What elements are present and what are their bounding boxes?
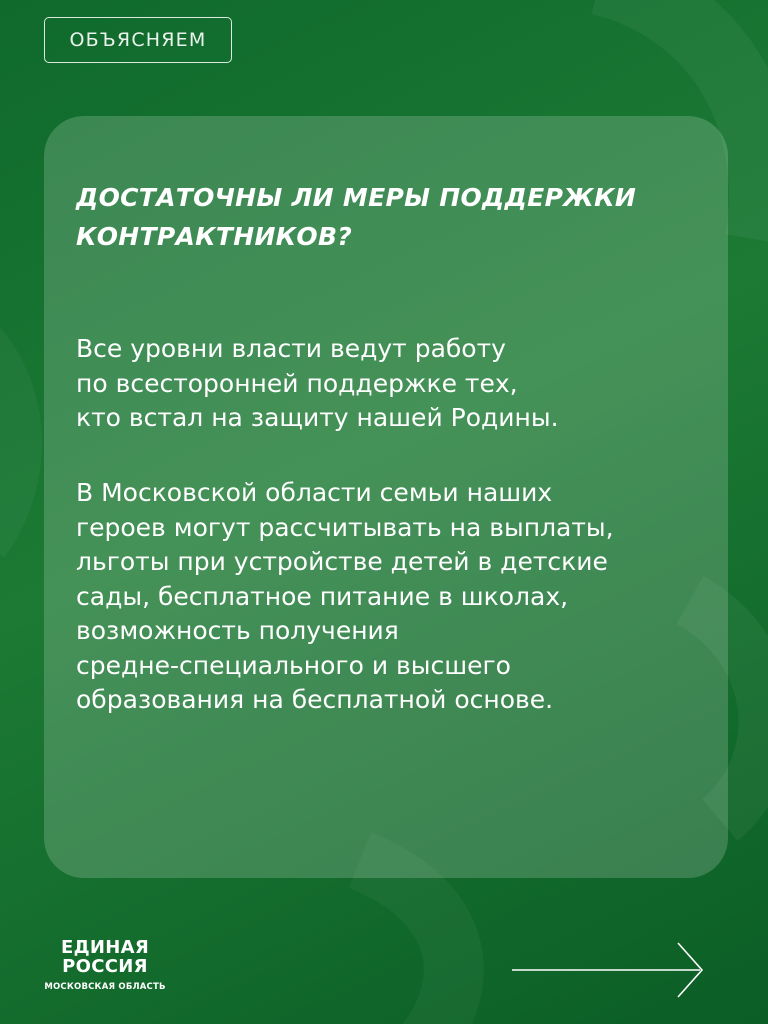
paragraph-line: героев могут рассчитывать на выплаты, — [76, 512, 614, 542]
headline-line: КОНТРАКТНИКОВ? — [76, 222, 353, 251]
paragraph-line: В Московской области семьи наших — [76, 478, 553, 507]
party-logo — [42, 938, 168, 993]
paragraph-line: сады, бесплатное питание в школах, — [76, 581, 569, 611]
paragraph-line: кто встал на защиту нашей Родины. — [76, 403, 559, 432]
paragraph-line: средне-специального и высшего — [76, 650, 511, 680]
arrow-right-icon — [510, 940, 706, 1000]
paragraph-2 — [76, 476, 716, 718]
category-tag-label: ОБЪЯСНЯЕМ — [69, 29, 207, 51]
paragraph-line: по всесторонней поддержке тех, — [76, 368, 518, 398]
category-tag — [44, 17, 232, 63]
paragraph-1 — [76, 332, 716, 436]
paragraph-line: возможность получения — [76, 616, 399, 645]
next-button[interactable] — [510, 940, 706, 1000]
logo-line-1: ЕДИНАЯ — [60, 937, 150, 958]
paragraph-line: льготы при устройстве детей в детские — [76, 547, 608, 576]
logo-line-2: РОССИЯ — [62, 956, 148, 977]
content-card — [44, 116, 728, 878]
headline-line: ДОСТАТОЧНЫ ЛИ МЕРЫ ПОДДЕРЖКИ — [76, 183, 637, 212]
logo-subtitle: МОСКОВСКАЯ ОБЛАСТЬ — [44, 982, 166, 992]
paragraph-line: образования на бесплатной основе. — [76, 685, 554, 714]
headline — [76, 178, 706, 256]
paragraph-line: Все уровни власти ведут работу — [76, 334, 506, 363]
